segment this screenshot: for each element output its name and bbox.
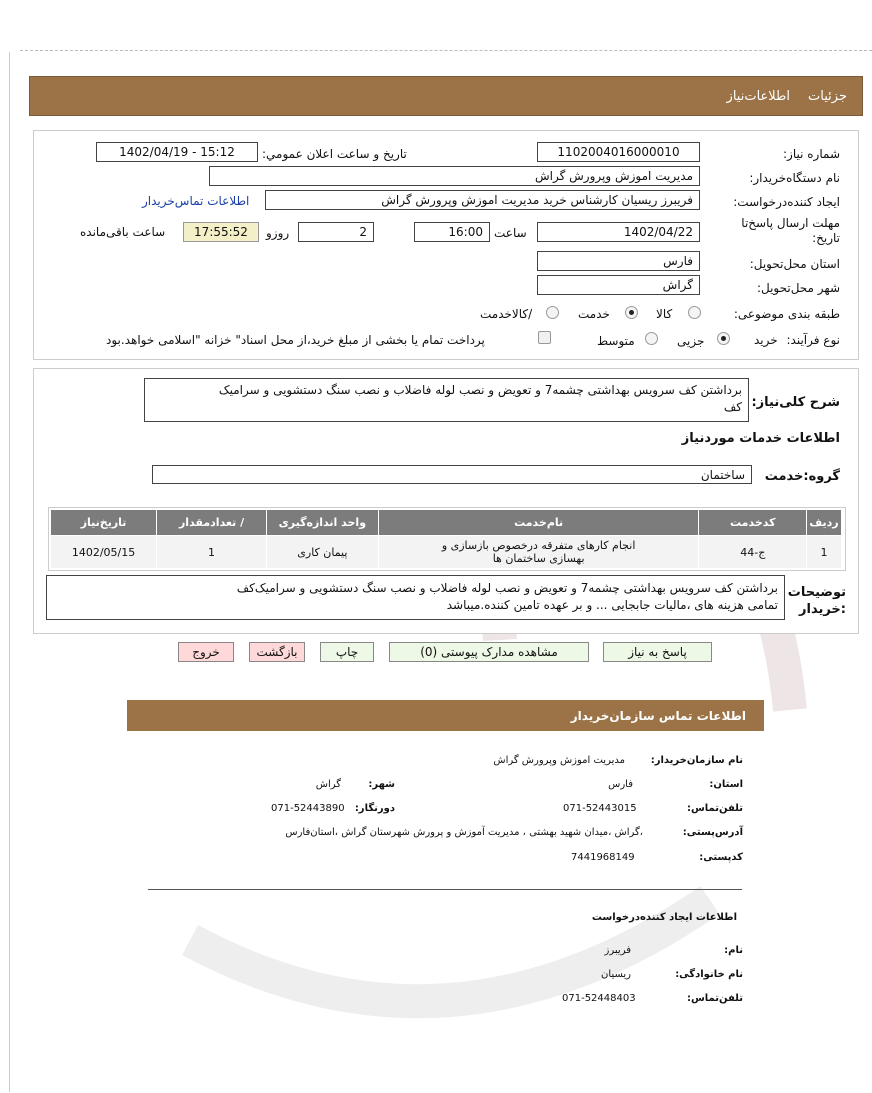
announce-label: تاریخ و ساعت اعلان عمومي: xyxy=(262,147,407,161)
deadline-time-field[interactable]: 16:00 xyxy=(414,222,490,242)
treasury-payment-label: پرداخت تمام یا بخشی از مبلغ خرید،از محل اسناد" خزانه "اسلامی خواهد.بود xyxy=(106,333,485,347)
col-quantity: / تعدادمقدار xyxy=(157,510,267,536)
buyer-notes-label-line2: :خریدار xyxy=(799,602,846,617)
category-service-radio[interactable] xyxy=(625,306,638,319)
category-goods-radio[interactable] xyxy=(688,306,701,319)
attachments-button[interactable]: مشاهده مدارک پیوستی (0) xyxy=(389,642,589,662)
contact-postal-value: 7441968149 xyxy=(571,852,635,863)
buyer-notes-line1: برداشتن کف سرویس بهداشتی چشمه7 و تعویض و نصب لوله فاضلاب و نصب سنگ دستشویی و سرامیک‌کف xyxy=(236,581,778,595)
print-button[interactable]: چاپ xyxy=(320,642,374,662)
col-service-code: کدخدمت xyxy=(699,510,807,536)
contact-postal-label: کدپستی: xyxy=(699,852,743,863)
cell-unit: پیمان کاری xyxy=(266,536,378,569)
contact-address-value: ،گراش ،میدان شهید بهشتی ، مدیریت آموزش و پرورش شهرستان گراش ،استان‌فارس xyxy=(285,827,643,838)
contact-header-bar xyxy=(127,700,764,731)
summary-text-line1: برداشتن کف سرویس بهداشتی چشمه7 و تعویض و نصب لوله فاضلاب و نصب سنگ دستشویی و سرامیک xyxy=(218,383,742,397)
top-divider xyxy=(20,50,872,51)
cell-need-date: 1402/05/15 xyxy=(51,536,157,569)
contact-city-label: شهر: xyxy=(368,779,395,790)
creator-name-value: فریبرز xyxy=(604,945,631,956)
category-label: طبقه بندی موضوعی: xyxy=(733,307,840,321)
contact-heading: اطلاعات تماس سازمان‌خریدار xyxy=(570,709,746,723)
creator-field[interactable]: فريبرز ريسيان كارشناس خريد مديريت اموزش وپرورش گراش xyxy=(265,190,700,210)
col-need-date: تاریخ‌نیاز xyxy=(51,510,157,536)
exit-button[interactable]: خروج xyxy=(178,642,234,662)
back-button[interactable]: بازگشت xyxy=(249,642,305,662)
contact-province-value: فارس xyxy=(608,779,633,790)
creator-info-heading: اطلاعات ایجاد کننده‌درخواست xyxy=(591,912,737,923)
process-small-label: جزیی xyxy=(677,334,705,348)
summary-label: شرح کلی‌نیاز: xyxy=(751,395,840,410)
deadline-label: مهلت ارسال پاسخ‌تا تاریخ: xyxy=(741,216,840,245)
contact-address-label: آدرس‌پستی: xyxy=(682,827,743,838)
category-goods-label: کالا xyxy=(656,307,673,321)
days-field[interactable]: 2 xyxy=(298,222,374,242)
buyer-org-field[interactable]: مديريت اموزش وپرورش گراش xyxy=(209,166,700,186)
process-small-radio[interactable] xyxy=(717,332,730,345)
buyer-contact-link[interactable]: اطلاعات تماس‌خریدار xyxy=(142,194,250,208)
creator-family-label: نام خانوادگی: xyxy=(675,969,743,980)
category-service-label: خدمت xyxy=(578,307,610,321)
table-row xyxy=(51,536,842,569)
deadline-date-field[interactable]: 1402/04/22 xyxy=(537,222,700,242)
process-label: نوع فرآیند: xyxy=(786,333,840,347)
category-goods-service-label: /کالاخدمت xyxy=(480,307,533,321)
reply-button[interactable]: پاسخ به نیاز xyxy=(603,642,712,662)
process-buy-label: خرید xyxy=(754,333,778,347)
buyer-notes-textbox[interactable] xyxy=(46,575,785,620)
col-unit: واحد اندازه‌گیری xyxy=(266,510,378,536)
contact-fax-value: 071-52443890 xyxy=(271,803,345,814)
buyer-notes-line2: تمامی هزینه های ،مالیات جابجایی ... و بر عهده تامین کننده.میباشد xyxy=(446,598,778,612)
buyer-notes-label-line1: توضیحات xyxy=(787,585,846,600)
remaining-time-field: 17:55:52 xyxy=(183,222,259,242)
tab-need-info[interactable]: اطلاعات‌نیاز xyxy=(726,89,790,104)
city-field[interactable]: گراش xyxy=(537,275,700,295)
tab-details[interactable]: جزئیات xyxy=(808,89,847,104)
contact-province-label: استان: xyxy=(709,779,743,790)
contact-divider xyxy=(148,889,742,890)
service-group-label: گروه:خدمت xyxy=(764,469,840,484)
province-field[interactable]: فارس xyxy=(537,251,700,271)
contact-city-value: گراش xyxy=(315,779,341,790)
treasury-payment-checkbox[interactable] xyxy=(538,331,551,344)
col-row: ردیف xyxy=(807,510,842,536)
days-label: روزو xyxy=(266,226,290,240)
cell-quantity: 1 xyxy=(157,536,267,569)
contact-phone-value: 071-52443015 xyxy=(563,803,637,814)
services-heading: اطلاعات خدمات موردنیاز xyxy=(681,431,840,446)
cell-service-name xyxy=(378,536,699,569)
remaining-label: ساعت باقی‌مانده xyxy=(80,225,166,239)
cell-service-code: ج-44 xyxy=(699,536,807,569)
creator-phone-label: تلفن‌تماس: xyxy=(686,993,743,1004)
col-service-name: نام‌خدمت xyxy=(378,510,699,536)
creator-family-value: ریسیان xyxy=(601,969,631,980)
summary-textbox[interactable] xyxy=(144,378,749,422)
cell-row: 1 xyxy=(807,536,842,569)
summary-text-line2: کف xyxy=(723,400,742,414)
page-header-bar xyxy=(29,76,863,116)
city-label: شهر محل‌تحویل: xyxy=(756,281,840,295)
category-goods-service-radio[interactable] xyxy=(546,306,559,319)
creator-label: ایجاد کننده‌درخواست: xyxy=(733,195,840,209)
buyer-org-label: نام دستگاه‌خریدار: xyxy=(749,171,840,185)
need-number-label: شماره نیاز: xyxy=(783,147,840,161)
creator-phone-value: 071-52448403 xyxy=(562,993,636,1004)
service-name-line1: انجام کارهای متفرقه درخصوص بازسازی و xyxy=(441,539,636,552)
service-name-line2: بهسازی ساختمان ها xyxy=(492,552,585,565)
need-number-field[interactable]: 1102004016000010 xyxy=(537,142,700,162)
service-group-field[interactable]: ساختمان xyxy=(152,465,752,484)
process-medium-label: متوسط xyxy=(597,334,635,348)
announce-field[interactable]: 1402/04/19 - 15:12 xyxy=(96,142,258,162)
province-label: استان محل‌تحویل: xyxy=(749,257,840,271)
contact-phone-label: تلفن‌تماس: xyxy=(686,803,743,814)
process-medium-radio[interactable] xyxy=(645,332,658,345)
buyer-notes-label xyxy=(788,584,846,618)
contact-fax-label: دورنگار: xyxy=(354,803,395,814)
contact-org-value: مدیریت اموزش وپرورش گراش xyxy=(493,755,625,766)
services-table xyxy=(50,509,842,569)
contact-org-label: نام سازمان‌خریدار: xyxy=(650,755,743,766)
left-border xyxy=(9,52,10,1092)
creator-name-label: نام: xyxy=(724,945,743,956)
deadline-time-label: ساعت xyxy=(494,226,527,240)
